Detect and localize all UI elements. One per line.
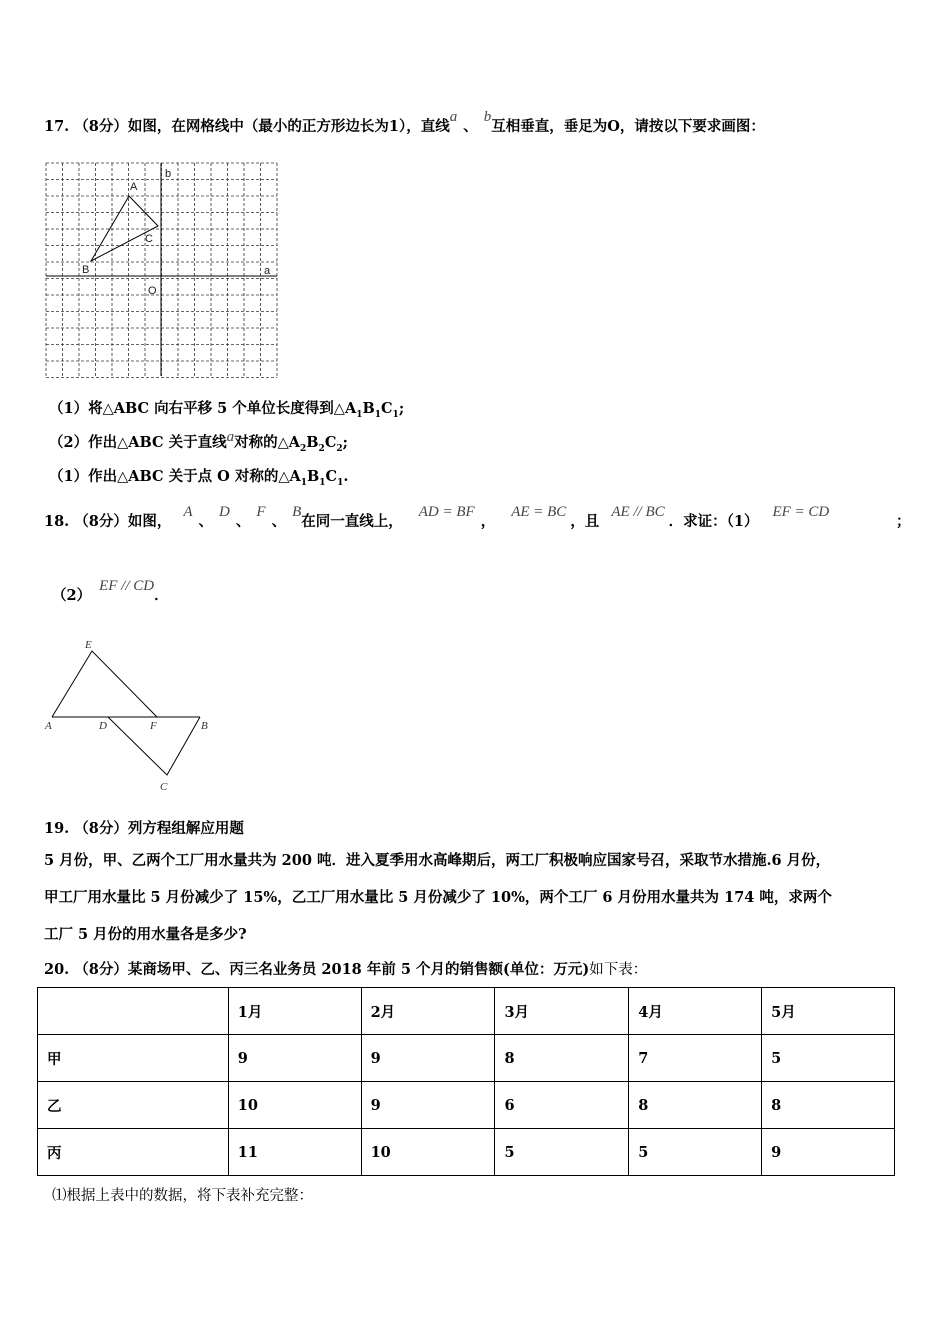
header-cell: [38, 988, 229, 1035]
row-label: 丙: [38, 1129, 229, 1176]
q19-line3: 工厂 5 月份的用水量各是多少?: [44, 926, 247, 943]
vertex: C: [324, 434, 337, 451]
q17-sub2: [49, 431, 348, 454]
q18-prompt: [44, 504, 830, 531]
punct: ;: [342, 434, 348, 451]
q18-eq2: AE = BC: [511, 504, 567, 520]
q17-grid-figure: [44, 160, 280, 380]
vertex: B: [306, 434, 319, 451]
table-cell: 5: [629, 1129, 762, 1176]
label-E: E: [85, 639, 92, 651]
table-cell: 9: [228, 1035, 361, 1082]
table-cell: 5: [762, 1035, 895, 1082]
label-F: F: [150, 720, 157, 732]
table-cell: 5: [495, 1129, 629, 1176]
label-C: C: [145, 233, 153, 245]
table-cell: 9: [361, 1035, 495, 1082]
table-cell: 8: [629, 1082, 762, 1129]
q17-var-a: a: [449, 109, 458, 125]
table-row: [38, 1035, 895, 1082]
q18-point-F: F: [256, 504, 266, 520]
q19-line2: 甲工厂用水量比 5 月份减少了 15%，乙工厂用水量比 5 月份减少了 10%，两个工厂 6 月份用水量共为 174 吨，求两个: [44, 889, 832, 906]
label-B: B: [82, 264, 90, 276]
row-label: 乙: [38, 1082, 229, 1129]
label-C: C: [160, 781, 168, 793]
sub-index: 2: [318, 443, 325, 454]
q17-sub1: [49, 397, 404, 420]
punct: ;: [398, 400, 405, 417]
label-O: O: [148, 285, 157, 297]
q18-semicolon: ；: [896, 513, 911, 530]
q18-intro: 18. （8分）如图，: [44, 513, 172, 530]
punct: .: [343, 468, 349, 485]
q20-title-tail: 如下表：: [589, 962, 648, 978]
sep: 、: [271, 513, 287, 530]
table-cell: 9: [762, 1129, 895, 1176]
q17-sep: 、: [463, 118, 478, 135]
q18-eq4: EF = CD: [772, 504, 830, 520]
comma: ，: [480, 513, 496, 530]
vertex: B: [307, 468, 320, 485]
table-cell: 6: [495, 1082, 629, 1129]
q17-sub2-mid: 对称的△A: [234, 434, 301, 451]
label-A: A: [45, 720, 52, 732]
q18-eq1: AD = BF: [418, 504, 475, 520]
q17-sub2-var: a: [226, 429, 235, 445]
sub-index: 2: [336, 443, 343, 454]
header-cell: 5月: [762, 988, 895, 1035]
sub-index: 2: [300, 443, 307, 454]
sales-table: [37, 987, 895, 1176]
q18-part2: [52, 578, 169, 605]
q18-eq5: EF // CD: [99, 578, 155, 594]
q17-prompt: [44, 109, 765, 136]
sub-index: 1: [392, 409, 399, 420]
label-b: b: [165, 168, 172, 180]
q19-line1: 5 月份，甲、乙两个工厂用水量共为 200 吨．进入夏季用水高峰期后，两工厂积极响应国家号召，采取节水措施.6 月份，: [44, 852, 831, 869]
vertex: B: [362, 400, 375, 417]
sep: 、: [198, 513, 214, 530]
q20-sub1: ⑴根据上表中的数据，将下表补充完整：: [52, 1188, 313, 1204]
q18-figure: [40, 635, 220, 795]
label-B: B: [201, 720, 208, 732]
sep: 、: [235, 513, 251, 530]
table-row: [38, 1129, 895, 1176]
table-row: [38, 1082, 895, 1129]
q17-sub3: [49, 465, 348, 488]
table-cell: 8: [495, 1035, 629, 1082]
q20-title-text: 20. （8分）某商场甲、乙、丙三名业务员 2018 年前 5 个月的销售额(单位：万元): [44, 961, 590, 978]
sub-index: 1: [337, 477, 344, 488]
vertex: C: [381, 400, 393, 417]
q18-point-B: B: [292, 504, 302, 520]
q17-sub2-text: （2）作出△ABC 关于直线: [49, 434, 227, 451]
vertex: C: [325, 468, 338, 485]
table-header-row: [38, 988, 895, 1035]
q18-point-A: A: [183, 504, 193, 520]
q18-text2: ，且: [570, 513, 600, 530]
q18-text3: ．求证：（1）: [668, 513, 759, 530]
sub-index: 1: [356, 409, 363, 420]
table-cell: 10: [361, 1129, 495, 1176]
dot: ．: [154, 587, 169, 604]
header-cell: 4月: [629, 988, 762, 1035]
q18-p2: （2）: [52, 587, 92, 604]
q18-point-D: D: [219, 504, 230, 520]
header-cell: 2月: [361, 988, 495, 1035]
label-A: A: [130, 181, 138, 193]
q17-sub1-text: （1）将△ABC 向右平移 5 个单位长度得到△A: [49, 400, 357, 417]
sub-index: 1: [374, 409, 381, 420]
table-cell: 7: [629, 1035, 762, 1082]
q17-rest: 互相垂直，垂足为O，请按以下要求画图：: [491, 118, 765, 135]
triangle-abc: [91, 196, 158, 261]
table-cell: 8: [762, 1082, 895, 1129]
triangle-aef: [52, 651, 157, 717]
header-cell: 3月: [495, 988, 629, 1035]
header-cell: 1月: [228, 988, 361, 1035]
q19-title: 19. （8分）列方程组解应用题: [44, 820, 244, 837]
label-a: a: [264, 265, 271, 277]
sub-index: 1: [300, 477, 307, 488]
q20-title: [44, 958, 647, 979]
table-cell: 9: [361, 1082, 495, 1129]
table-cell: 10: [228, 1082, 361, 1129]
q18-eq3: AE // BC: [611, 504, 665, 520]
q18-text1: 在同一直线上，: [301, 513, 403, 530]
table-cell: 11: [228, 1129, 361, 1176]
q17-sub3-text: （1）作出△ABC 关于点 O 对称的△A: [49, 468, 301, 485]
q17-var-b: b: [483, 109, 492, 125]
q17-intro: 17. （8分）如图，在网格线中（最小的正方形边长为1），直线: [44, 118, 450, 135]
sub-index: 1: [319, 477, 326, 488]
label-D: D: [99, 720, 107, 732]
row-label: 甲: [38, 1035, 229, 1082]
